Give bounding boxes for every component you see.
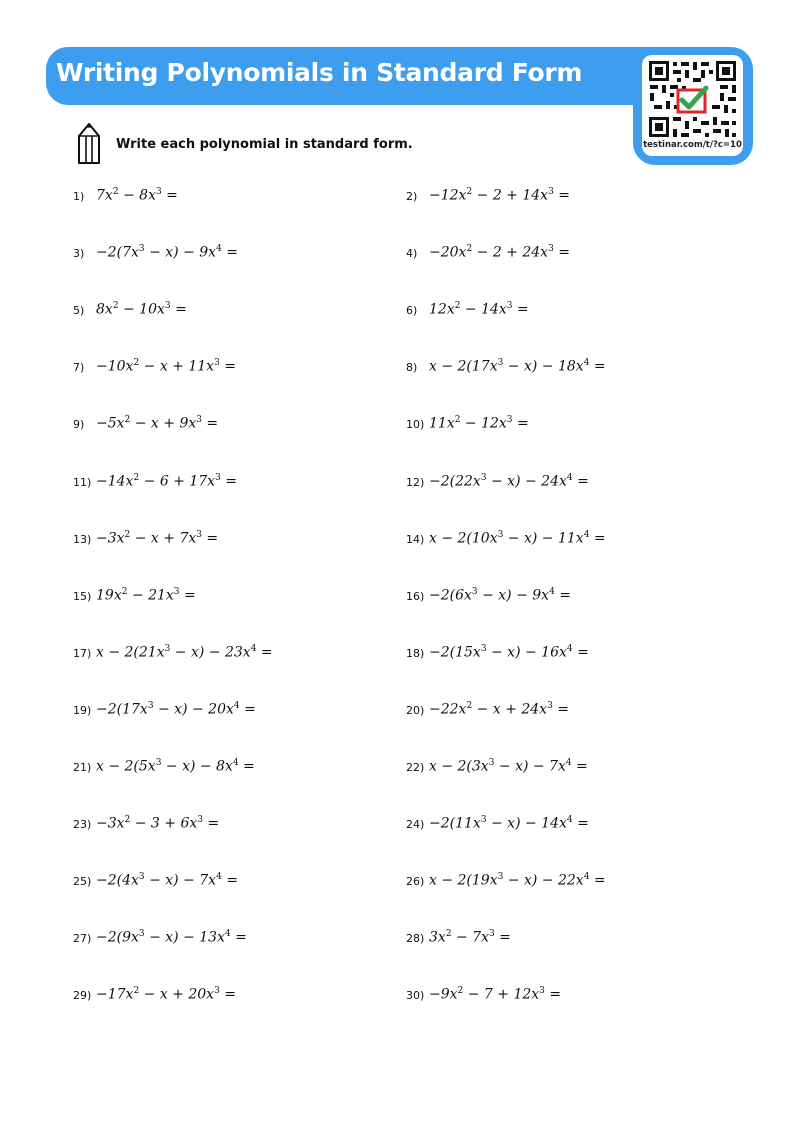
problem-expression: $-3x^2 - x + 7x^3$ = <box>96 529 219 547</box>
problem-number: 10) <box>406 418 425 432</box>
problem-expression: $-3x^2 - 3 + 6x^3$ = <box>96 815 220 832</box>
problem-number: 7) <box>73 361 85 375</box>
problem-number: 16) <box>406 589 425 603</box>
problem-expression: $x - 2(21x^3 - x) - 23x^4$ = <box>96 643 273 661</box>
problem-expression: $-2(15x^3 - x) - 16x^4$ = <box>429 643 589 661</box>
problem-expression: $8x^2 - 10x^3$ = <box>96 301 187 318</box>
problem-number: 28) <box>406 932 425 946</box>
problem-number: 8) <box>406 361 418 375</box>
problem-number: 9) <box>73 418 85 432</box>
problem-number: 25) <box>73 875 92 889</box>
problem-expression: $x - 2(5x^3 - x) - 8x^4$ = <box>96 758 255 775</box>
problem-number: 26) <box>406 875 425 889</box>
problem-expression: $19x^2 - 21x^3$ = <box>96 586 196 604</box>
problem-expression: $7x^2 - 8x^3$ = <box>96 187 178 204</box>
problem-number: 23) <box>73 818 92 832</box>
problem-expression: $-20x^2 - 2 + 24x^3$ = <box>429 244 570 261</box>
problem-number: 17) <box>73 646 92 660</box>
problem-expression: $-17x^2 - x + 20x^3$ = <box>96 986 236 1004</box>
problem-number: 27) <box>73 932 92 946</box>
problem-expression: $-22x^2 - x + 24x^3$ = <box>429 700 569 718</box>
problem-expression: $x - 2(3x^3 - x) - 7x^4$ = <box>429 758 588 775</box>
problem-number: 18) <box>406 646 425 660</box>
problem-expression: $x - 2(10x^3 - x) - 11x^4$ = <box>429 529 606 547</box>
instructions: Write each polynomial in standard form. <box>116 137 413 152</box>
problem-number: 14) <box>406 532 425 546</box>
problem-number: 22) <box>406 761 425 774</box>
problem-number: 21) <box>73 761 92 774</box>
problem-expression: $x - 2(17x^3 - x) - 18x^4$ = <box>429 358 606 375</box>
problem-expression: $3x^2 - 7x^3$ = <box>429 929 511 946</box>
problem-number: 12) <box>406 475 425 489</box>
problem-expression: $-10x^2 - x + 11x^3$ = <box>96 358 236 375</box>
problem-expression: $-2(4x^3 - x) - 7x^4$ = <box>96 872 238 889</box>
problem-expression: $-5x^2 - x + 9x^3$ = <box>96 415 219 433</box>
problem-number: 4) <box>406 247 418 261</box>
problem-expression: $-2(6x^3 - x) - 9x^4$ = <box>429 586 571 604</box>
problem-number: 2) <box>406 190 418 203</box>
problem-expression: $-2(11x^3 - x) - 14x^4$ = <box>429 815 589 832</box>
problem-expression: $12x^2 - 14x^3$ = <box>429 301 529 318</box>
problem-number: 5) <box>73 304 85 318</box>
problem-expression: $-14x^2 - 6 + 17x^3$ = <box>96 472 237 490</box>
problem-number: 19) <box>73 703 92 717</box>
problem-number: 13) <box>73 532 92 546</box>
problem-number: 30) <box>406 989 425 1003</box>
qr-code-icon[interactable] <box>648 60 737 138</box>
problem-expression: $-9x^2 - 7 + 12x^3$ = <box>429 986 562 1004</box>
problem-number: 3) <box>73 247 85 261</box>
problem-number: 24) <box>406 818 425 832</box>
problem-number: 1) <box>73 190 85 203</box>
problem-expression: $-2(7x^3 - x) - 9x^4$ = <box>96 244 238 261</box>
problem-number: 29) <box>73 989 92 1003</box>
problem-number: 6) <box>406 304 418 318</box>
page-title: Writing Polynomials in Standard Form <box>56 58 583 87</box>
problem-number: 20) <box>406 703 425 717</box>
problem-number: 11) <box>73 475 92 489</box>
problem-expression: $-12x^2 - 2 + 14x^3$ = <box>429 187 570 204</box>
problem-expression: $-2(9x^3 - x) - 13x^4$ = <box>96 929 247 946</box>
pencil-icon <box>77 123 101 165</box>
problem-expression: $11x^2 - 12x^3$ = <box>429 415 529 433</box>
problem-expression: $x - 2(19x^3 - x) - 22x^4$ = <box>429 872 606 889</box>
qr-url[interactable]: testinar.com/t/?c=10 <box>643 140 742 150</box>
problem-expression: $-2(22x^3 - x) - 24x^4$ = <box>429 472 589 490</box>
problem-number: 15) <box>73 589 92 603</box>
problem-expression: $-2(17x^3 - x) - 20x^4$ = <box>96 700 256 718</box>
